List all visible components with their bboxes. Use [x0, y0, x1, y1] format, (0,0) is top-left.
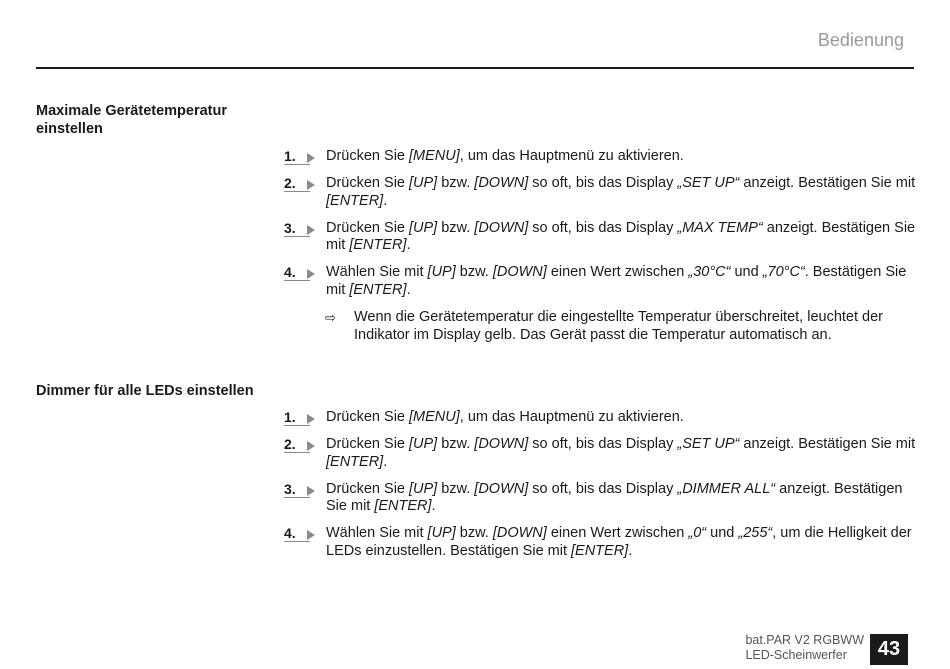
step-text: Drücken Sie [UP] bzw. [DOWN] so oft, bis das Display „MAX TEMP“ anzeigt. Bestätigen Sie mit [ENTER].	[326, 219, 916, 253]
step-arrow-icon	[307, 414, 315, 424]
header-rule	[36, 67, 914, 69]
footer-product	[745, 633, 864, 663]
step-number: 4.	[284, 264, 318, 281]
steps-dimmer	[284, 409, 916, 570]
step-number: 2.	[284, 436, 318, 453]
step-4	[284, 264, 916, 299]
step-text: Drücken Sie [MENU], um das Hauptmenü zu aktivieren.	[326, 148, 684, 164]
result-note-text: Wenn die Gerätetemperatur die eingestellte Temperatur überschreitet, leuchtet der Indikator im Display gelb. Das Gerät passt die Temperatur automatisch an.	[354, 309, 884, 343]
result-note	[284, 309, 916, 344]
step-text: Drücken Sie [UP] bzw. [DOWN] so oft, bis das Display „DIMMER ALL“ anzeigt. Bestätigen Sie mit [ENTER].	[326, 480, 903, 514]
result-arrow-icon: ⇨	[325, 310, 336, 325]
step-arrow-icon	[307, 441, 315, 451]
step-2	[284, 436, 916, 471]
step-text: Wählen Sie mit [UP] bzw. [DOWN] einen Wert zwischen „30°C“ und „70°C“. Bestätigen Sie mit [ENTER].	[326, 264, 907, 298]
header-title: Bedienung	[817, 30, 904, 50]
step-number: 3.	[284, 481, 318, 498]
step-1	[284, 409, 916, 427]
step-4	[284, 525, 916, 560]
step-3	[284, 220, 916, 255]
footer-product-subtitle: LED-Scheinwerfer	[745, 648, 847, 662]
step-arrow-icon	[307, 486, 315, 496]
step-2	[284, 175, 916, 210]
step-arrow-icon	[307, 530, 315, 540]
step-arrow-icon	[307, 153, 315, 163]
section-title-max-temp: Maximale Gerätetemperatur einstellen	[36, 103, 227, 137]
step-arrow-icon	[307, 180, 315, 190]
step-text: Drücken Sie [UP] bzw. [DOWN] so oft, bis das Display „SET UP“ anzeigt. Bestätigen Sie mit [ENTER].	[326, 436, 916, 470]
step-number: 3.	[284, 220, 318, 237]
step-arrow-icon	[307, 269, 315, 279]
step-number: 1.	[284, 409, 318, 426]
section-title-dimmer: Dimmer für alle LEDs einstellen	[36, 383, 254, 399]
page-number: 43	[870, 634, 908, 665]
step-3	[284, 481, 916, 516]
step-text: Drücken Sie [MENU], um das Hauptmenü zu aktivieren.	[326, 409, 684, 425]
step-text: Wählen Sie mit [UP] bzw. [DOWN] einen Wert zwischen „0“ und „255“, um die Helligkeit der LEDs einzustellen. Bestätigen Sie mit [ENTER].	[326, 525, 912, 559]
steps-max-temp	[284, 148, 916, 344]
footer-product-name: bat.PAR V2 RGBWW	[745, 633, 864, 647]
step-number: 4.	[284, 525, 318, 542]
step-number: 2.	[284, 175, 318, 192]
step-text: Drücken Sie [UP] bzw. [DOWN] so oft, bis das Display „SET UP“ anzeigt. Bestätigen Sie mit [ENTER].	[326, 175, 916, 209]
step-arrow-icon	[307, 225, 315, 235]
step-1	[284, 148, 916, 166]
step-number: 1.	[284, 148, 318, 165]
